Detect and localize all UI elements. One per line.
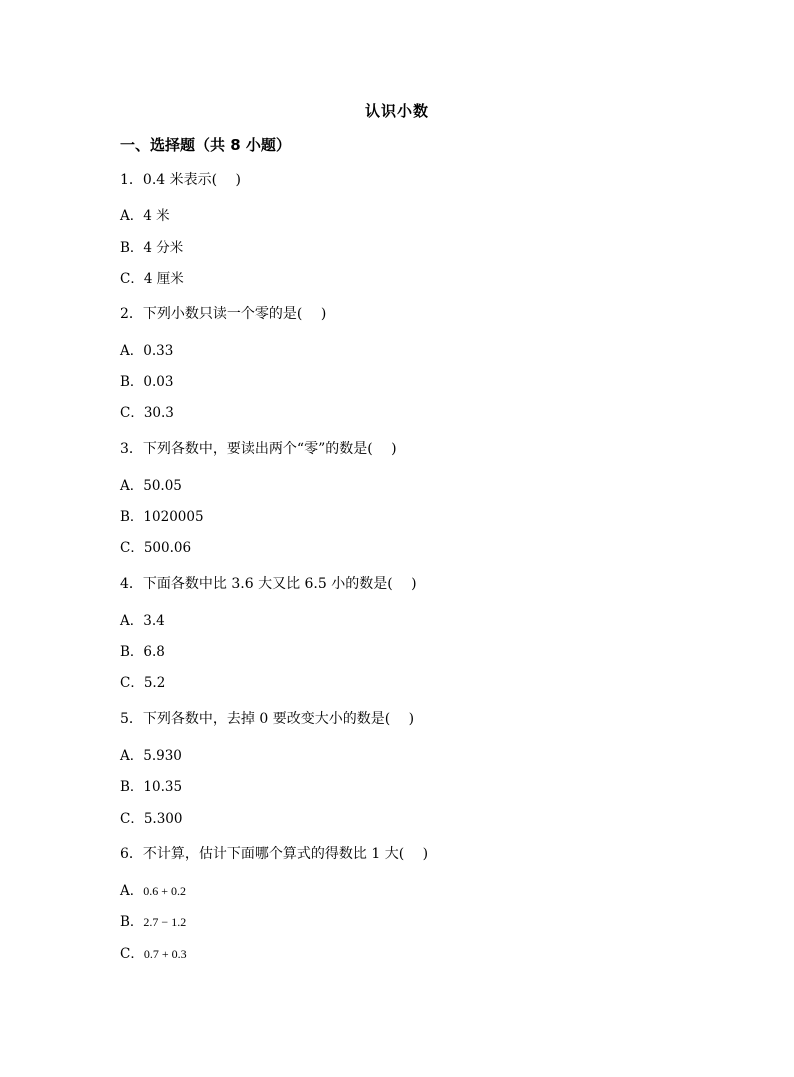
page-title: 认识小数 bbox=[364, 102, 429, 120]
question-3-stem: 3．下列各数中，要读出两个“零”的数是( ) bbox=[120, 441, 397, 457]
question-2-stem: 2．下列小数只读一个零的是( ) bbox=[120, 306, 327, 322]
question-6-option-a bbox=[120, 882, 186, 900]
question-1-option-c: C．4 厘米 bbox=[120, 271, 184, 287]
question-5-option-b: B．10.35 bbox=[120, 779, 183, 795]
option-expression: 0.6 + 0.2 bbox=[143, 884, 187, 898]
question-5-option-a: A．5.930 bbox=[120, 748, 182, 764]
question-3-option-b: B．1020005 bbox=[120, 509, 204, 525]
question-4-option-b: B．6.8 bbox=[120, 644, 165, 660]
question-3-option-a: A．50.05 bbox=[120, 478, 182, 494]
option-expression: 0.7 + 0.3 bbox=[143, 947, 187, 961]
option-label: B． bbox=[120, 914, 144, 930]
question-4-option-c: C．5.2 bbox=[120, 675, 166, 691]
question-1-option-a: A．4 米 bbox=[120, 208, 170, 224]
question-4-option-a: A．3.4 bbox=[120, 613, 165, 629]
question-6-stem: 6．不计算，估计下面哪个算式的得数比 1 大( ) bbox=[120, 846, 429, 862]
question-2-option-b: B．0.03 bbox=[120, 374, 174, 390]
question-3-option-c: C．500.06 bbox=[120, 540, 192, 556]
question-4-stem: 4．下面各数中比 3.6 大又比 6.5 小的数是( ) bbox=[120, 576, 417, 592]
question-1-stem: 1．0.4 米表示( ) bbox=[120, 172, 241, 188]
question-2-option-a: A．0.33 bbox=[120, 343, 174, 359]
question-2-option-c: C．30.3 bbox=[120, 405, 174, 421]
question-6-option-c bbox=[120, 945, 187, 963]
question-1-option-b: B．4 分米 bbox=[120, 240, 184, 256]
option-label: A． bbox=[120, 883, 144, 899]
question-6-option-b bbox=[120, 913, 186, 931]
option-label: C． bbox=[120, 946, 144, 962]
question-5-stem: 5．下列各数中，去掉 0 要改变大小的数是( ) bbox=[120, 711, 415, 727]
option-expression: 2.7 − 1.2 bbox=[143, 915, 187, 929]
section-header: 一、选择题（共 8 小题） bbox=[120, 136, 291, 154]
question-5-option-c: C．5.300 bbox=[120, 811, 183, 827]
